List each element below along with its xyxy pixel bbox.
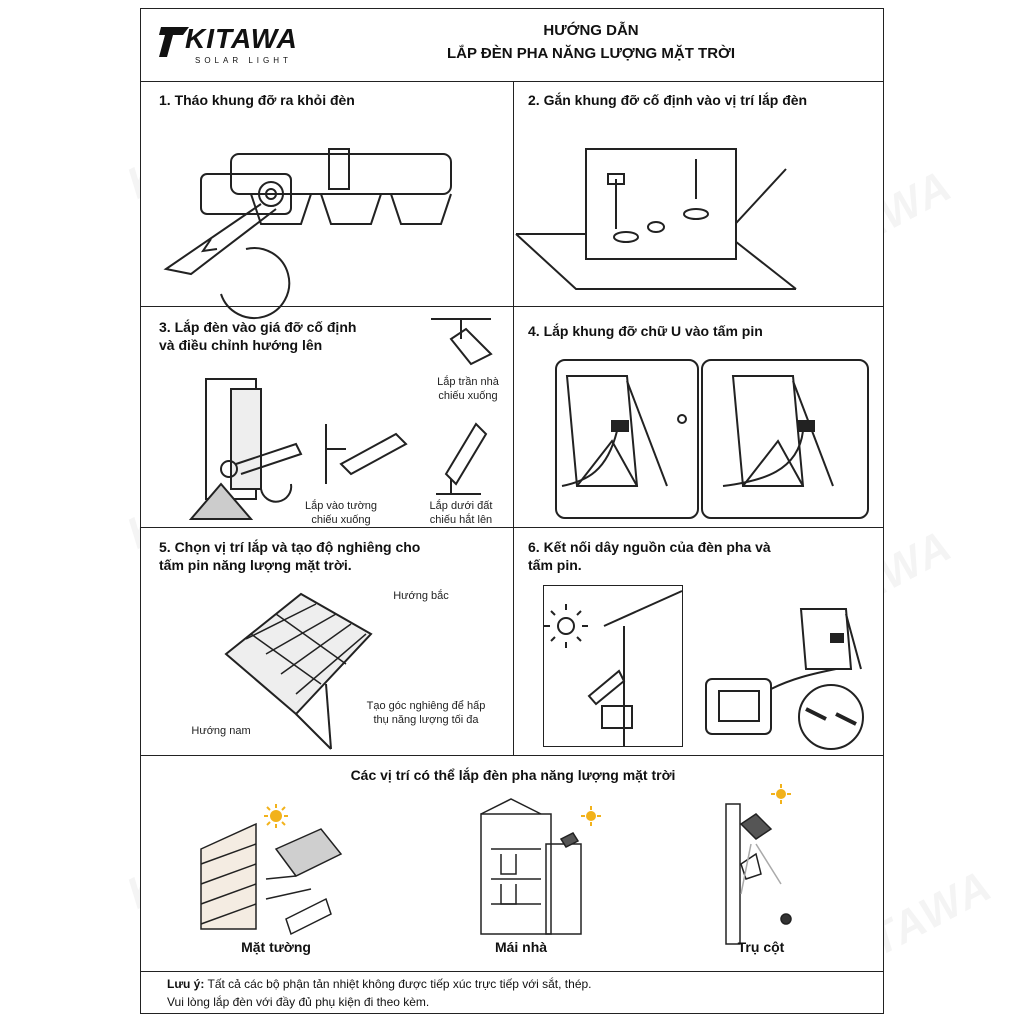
brand-logo [155,23,298,73]
note-box [167,975,867,1011]
caption-line: chiếu hắt lên [429,514,493,526]
divider [141,81,883,82]
step-4-title: 4. Lắp khung đỡ chữ U vào tấm pin [528,323,763,339]
house-mount-illustration [544,586,682,746]
connection-illustration [701,599,881,749]
step-2-title: 2. Gắn khung đỡ cố định vào vị trí lắp đèn [528,92,808,108]
sun-icon [581,806,601,826]
step-2-illustration [516,119,881,304]
ceiling-mount-icon [411,309,501,379]
step-1-illustration [151,119,501,304]
ground-caption [411,499,511,527]
step-6-title [528,538,771,574]
wall-caption [291,499,391,527]
panel-frame-illustration [557,361,697,517]
page-title [291,21,891,64]
roof-location-illustration [461,794,601,934]
south-label: Hướng nam [191,725,251,737]
step-6-scene [543,585,683,747]
note-line-2: Vui lòng lắp đèn với đầy đủ phụ kiện đi theo kèm. [167,995,430,1009]
step-3-main-illustration [151,369,311,519]
divider [141,971,883,972]
pole-location-label: Trụ cột [737,939,785,955]
tilt-note [341,699,511,727]
tilt-line: thụ năng lượng tối đa [373,714,479,726]
ground-mount-icon [431,419,501,499]
ceiling-caption [423,375,513,403]
wall-location-illustration [196,804,356,934]
brand-name: KITAWA [185,23,298,54]
caption-line: Lắp vào tường [304,500,378,512]
step-1-title: 1. Tháo khung đỡ ra khỏi đèn [159,92,355,108]
step-5-title [159,538,420,574]
roof-location-label: Mái nhà [494,939,548,955]
divider [141,306,883,307]
caption-line: chiếu xuống [311,514,371,526]
caption-line: Lắp dưới đất [429,500,493,512]
note-label: Lưu ý: [167,977,205,991]
step-5-title-line-2: tấm pin năng lượng mặt trời. [159,557,352,573]
sun-icon [264,804,288,828]
north-label: Hướng bắc [393,590,449,602]
step-3-title-line-1: 3. Lắp đèn vào giá đỡ cố định [159,319,357,335]
brand-tagline: SOLAR LIGHT [195,56,292,65]
wall-mount-icon [321,419,411,489]
instruction-sheet [140,8,884,1014]
panel-frame-illustration [703,361,867,517]
locations-title: Các vị trí có thể lắp đèn pha năng lượng mặt trời [350,767,676,783]
step-4-panel-a [555,359,699,519]
divider [513,81,514,755]
title-line-2: LẮP ĐÈN PHA NĂNG LƯỢNG MẶT TRỜI [446,45,736,62]
title-line-1: HƯỚNG DẪN [543,22,639,39]
step-3-title [159,318,356,354]
wall-location-label: Mặt tường [241,939,311,955]
pole-location-illustration [701,784,831,944]
step-6-title-line-2: tấm pin. [528,557,582,573]
step-6-title-line-1: 6. Kết nối dây nguồn của đèn pha và [528,539,771,555]
caption-line: Lắp trần nhà [437,376,499,388]
tilt-line: Tạo góc nghiêng để hấp [366,700,486,712]
step-3-title-line-2: và điều chỉnh hướng lên [159,337,323,353]
caption-line: chiếu xuống [438,390,498,402]
sun-icon [771,784,791,804]
step-5-title-line-1: 5. Chọn vị trí lắp và tạo độ nghiêng cho [159,539,421,555]
step-4-panel-b [701,359,869,519]
note-line-1: Tất cả các bộ phận tản nhiệt không được tiếp xúc trực tiếp với sắt, thép. [207,977,592,991]
divider [141,527,883,528]
